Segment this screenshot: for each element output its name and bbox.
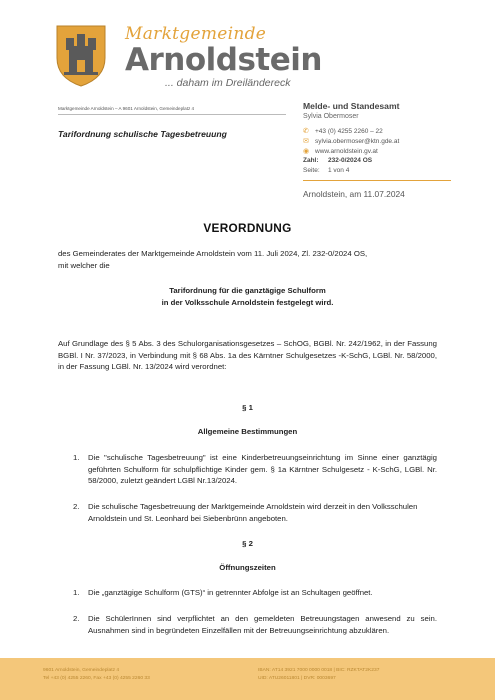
section-title: Öffnungszeiten — [219, 563, 276, 572]
intro-line-2: mit welcher die — [58, 260, 110, 270]
section-number: § 2 — [242, 539, 253, 548]
list-item-number: 1. — [73, 453, 80, 462]
list-item-number: 1. — [73, 588, 80, 597]
date-line: Arnoldstein, am 11.07.2024 — [303, 189, 405, 199]
contact-person: Sylvia Obermoser — [303, 113, 359, 120]
contact-block — [303, 101, 463, 175]
phone-icon: ✆ — [303, 128, 309, 135]
footer-uid: UID: ATU26011801 | DVR: 0003697 — [258, 675, 336, 681]
contact-email-row — [303, 136, 463, 146]
document-subject: Tarifordnung schulische Tagesbetreuung — [58, 129, 227, 139]
list-item — [73, 587, 448, 599]
contact-email[interactable]: sylvia.obermoser@ktn.gde.at — [315, 137, 400, 145]
footer-bank: IBAN: AT14 3921 7000 0000 0018 | BIC: RZKTAT2K237 — [258, 668, 380, 673]
list-item-number: 2. — [73, 614, 80, 623]
logo-tagline: ... daham im Dreiländereck — [165, 77, 291, 89]
legal-basis-text: Auf Grundlage des § 5 Abs. 3 des Schulorganisationsgesetzes – SchOG, BGBl. Nr. 242/1962, in der Fassung BGBl. I Nr. 37/2023, in Verbindung mit § 68 Abs. 1a des Kärntner Schulgesetzes -K-SchG, LGBl. Nr. 58/2000, in der Fassung LGBl. Nr. 13/2024 wird verordnet: — [58, 339, 437, 371]
list-item-number: 2. — [73, 502, 80, 511]
coat-of-arms-icon — [55, 24, 107, 88]
list-item-text: Die schulische Tagesbetreuung der Marktgemeinde Arnoldstein wird derzeit in den Volksschulen Arnoldstein und St. Leonhard bei Siebenbrünn angeboten. — [88, 502, 418, 523]
list-item-text: Die "schulische Tagesbetreuung" ist eine Kinderbetreuungseinrichtung im Sinne einer ganztägig geführten Schulform für schulpflichtige Kinder gem. § 1a Kärntner Schulgesetz - K-SchG, LGBl. Nr. 58/2000, zuletzt geändert LGBl Nr.13/2024. — [88, 453, 437, 485]
reference-number-row — [303, 156, 463, 166]
contact-website[interactable]: www.arnoldstein.gv.at — [315, 147, 378, 155]
contact-phone: +43 (0) 4255 2260 – 22 — [315, 127, 383, 135]
logo-script-text: Marktgemeinde — [125, 24, 267, 44]
list-item — [73, 452, 437, 487]
seite-value: 1 von 4 — [328, 166, 350, 174]
regulation-heading-line-2: in der Volksschule Arnoldstein festgelegt wird. — [161, 297, 334, 307]
list-item — [73, 501, 448, 524]
contact-web-row — [303, 146, 463, 156]
logo-name: Arnoldstein — [125, 42, 322, 78]
mail-icon: ✉ — [303, 138, 309, 145]
footer-band — [0, 658, 495, 700]
contact-divider — [303, 180, 451, 181]
regulation-heading — [0, 285, 495, 308]
zahl-label: Zahl: — [303, 157, 319, 165]
municipality-logo — [55, 24, 415, 94]
footer-phone-fax: Tel +43 (0) 4255 2260, Fax +43 (0) 4255 2260 33 — [43, 675, 150, 681]
intro-line-1: des Gemeinderates der Marktgemeinde Arnoldstein vom 11. Juli 2024, Zl. 232-0/2024 OS, — [58, 249, 368, 258]
globe-icon: ◉ — [303, 148, 310, 155]
page-count-row — [303, 166, 463, 176]
footer-bank-block — [258, 667, 379, 682]
contact-phone-row — [303, 126, 463, 136]
list-item — [73, 613, 437, 636]
intro-text — [58, 248, 438, 271]
zahl-value: 232-0/2024 OS — [328, 157, 373, 165]
section-number: § 1 — [242, 403, 253, 412]
footer-address-block — [43, 667, 150, 682]
document-title: VERORDNUNG — [203, 221, 292, 235]
department-name: Melde- und Standesamt — [303, 101, 400, 111]
seite-label: Seite: — [303, 166, 320, 174]
footer-address: 9601 Arnoldstein, Gemeindeplatz 4 — [43, 668, 120, 673]
list-item-text: Die SchülerInnen sind verpflichtet an den gemeldeten Betreuungstagen anwesend zu sein. Ausnahmen sind in begründeten Einzelfällen mit der Betreuungseinrichtung abzuklären. — [88, 614, 437, 635]
sender-address-line: Marktgemeinde Arnoldstein – A 9601 Arnoldstein, Gemeindeplatz 4 — [58, 106, 195, 111]
section-title: Allgemeine Bestimmungen — [197, 427, 298, 436]
regulation-heading-line-1: Tarifordnung für die ganztägige Schulform — [169, 286, 326, 295]
list-item-text: Die „ganztägige Schulform (GTS)“ in getrennter Abfolge ist an Schultagen geöffnet. — [88, 588, 373, 597]
sender-divider — [58, 114, 286, 115]
